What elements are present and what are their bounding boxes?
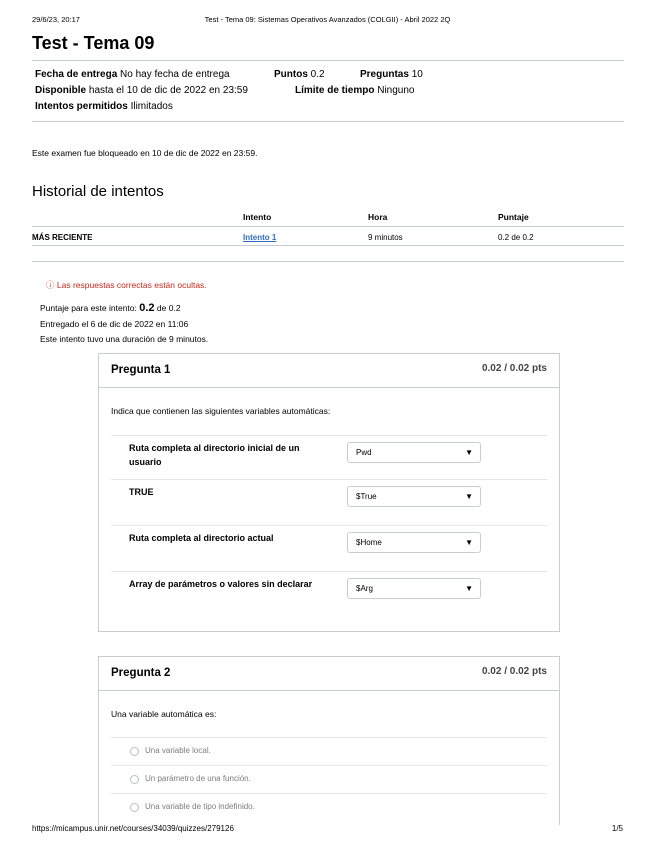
score-value: 0.2 [139, 302, 155, 314]
answer-select[interactable] [347, 442, 481, 463]
answer-select[interactable] [347, 578, 481, 599]
meta-attempts [35, 101, 173, 112]
time-limit-label: Límite de tiempo [295, 85, 375, 96]
header-attempt: Intento [243, 212, 272, 222]
history-title: Historial de intentos [32, 183, 164, 200]
question-title: Pregunta 1 [111, 364, 171, 376]
header-time: Hora [368, 212, 388, 222]
select-value: Pwd [356, 448, 372, 457]
print-date: 29/6/23, 20:17 [32, 15, 80, 24]
select-value: $Home [356, 538, 382, 547]
divider [32, 60, 624, 61]
answer-select[interactable] [347, 532, 481, 553]
header-score: Puntaje [498, 212, 529, 222]
row-label: MÁS RECIENTE [32, 233, 93, 242]
locked-notice: Este examen fue bloqueado en 10 de dic de 2022 en 23:59. [32, 148, 258, 158]
match-row [111, 571, 547, 618]
answer-option[interactable] [111, 765, 547, 794]
score-summary [40, 302, 181, 314]
divider [32, 226, 624, 227]
answer-option[interactable] [111, 793, 547, 822]
print-footer [32, 824, 623, 834]
points-value: 0.2 [310, 69, 325, 80]
match-label: Array de parámetros o valores sin declarar [129, 579, 313, 589]
option-text: Un parámetro de una función. [145, 774, 251, 783]
row-time: 9 minutos [368, 233, 403, 242]
chevron-down-icon: ▼ [465, 538, 473, 547]
duration-text: Este intento tuvo una duración de 9 minutos. [40, 334, 209, 344]
select-value: $True [356, 492, 377, 501]
page-title: Test - Tema 09 [32, 33, 155, 53]
match-label: Ruta completa al directorio inicial de un usuario [129, 443, 300, 467]
submitted-text: Entregado el 6 de dic de 2022 en 11:06 [40, 319, 189, 329]
answer-select[interactable] [347, 486, 481, 507]
row-score: 0.2 de 0.2 [498, 233, 534, 242]
score-suffix: de 0.2 [156, 303, 181, 313]
chevron-down-icon: ▼ [465, 448, 473, 457]
divider [32, 261, 624, 262]
select-value: $Arg [356, 584, 373, 593]
question-header [99, 657, 559, 691]
available-value: hasta el 10 de dic de 2022 en 23:59 [88, 85, 248, 96]
match-row [111, 435, 547, 480]
meta-due [35, 69, 230, 80]
points-label: Puntos [274, 69, 308, 80]
meta-available [35, 85, 248, 96]
available-label: Disponible [35, 85, 87, 96]
meta-questions [360, 69, 423, 80]
match-label: TRUE [129, 487, 154, 497]
score-prefix: Puntaje para este intento: [40, 303, 137, 313]
radio-icon[interactable] [130, 747, 139, 756]
chevron-down-icon: ▼ [465, 492, 473, 501]
attempts-value: Ilimitados [130, 101, 173, 112]
option-text: Una variable local. [145, 746, 211, 755]
question-header [99, 354, 559, 388]
meta-time-limit [295, 85, 415, 96]
answers-hidden-warning [46, 279, 207, 291]
question-title: Pregunta 2 [111, 667, 171, 679]
warning-icon: ⓘ [46, 280, 55, 290]
match-row [111, 525, 547, 572]
question-points: 0.02 / 0.02 pts [481, 666, 547, 677]
radio-icon[interactable] [130, 775, 139, 784]
print-title: Test - Tema 09: Sistemas Operativos Avanzados (COLGII) - Abril 2022 2Q [204, 15, 451, 24]
meta-points [274, 69, 325, 80]
match-label: Ruta completa al directorio actual [129, 533, 274, 543]
questions-value: 10 [411, 69, 423, 80]
time-limit-value: Ninguno [377, 85, 415, 96]
divider [32, 245, 624, 246]
page-number: 1/5 [611, 824, 623, 833]
print-header [32, 15, 623, 25]
answer-option[interactable] [111, 737, 547, 766]
warning-text: Las respuestas correctas están ocultas. [56, 280, 207, 290]
question-points: 0.02 / 0.02 pts [481, 363, 547, 374]
question-text: Una variable automática es: [111, 709, 217, 719]
radio-icon[interactable] [130, 803, 139, 812]
due-value: No hay fecha de entrega [120, 69, 230, 80]
chevron-down-icon: ▼ [465, 584, 473, 593]
question-text: Indica que contienen las siguientes variables automáticas: [111, 406, 331, 416]
attempts-label: Intentos permitidos [35, 101, 128, 112]
footer-url: https://micampus.unir.net/courses/34039/quizzes/279126 [32, 824, 234, 833]
questions-label: Preguntas [360, 69, 409, 80]
option-text: Una variable de tipo indefinido. [145, 802, 255, 811]
question-1 [98, 353, 560, 632]
due-label: Fecha de entrega [35, 69, 118, 80]
match-row [111, 479, 547, 526]
divider [32, 121, 624, 122]
attempt-link[interactable]: Intento 1 [243, 233, 277, 242]
question-2 [98, 656, 560, 825]
